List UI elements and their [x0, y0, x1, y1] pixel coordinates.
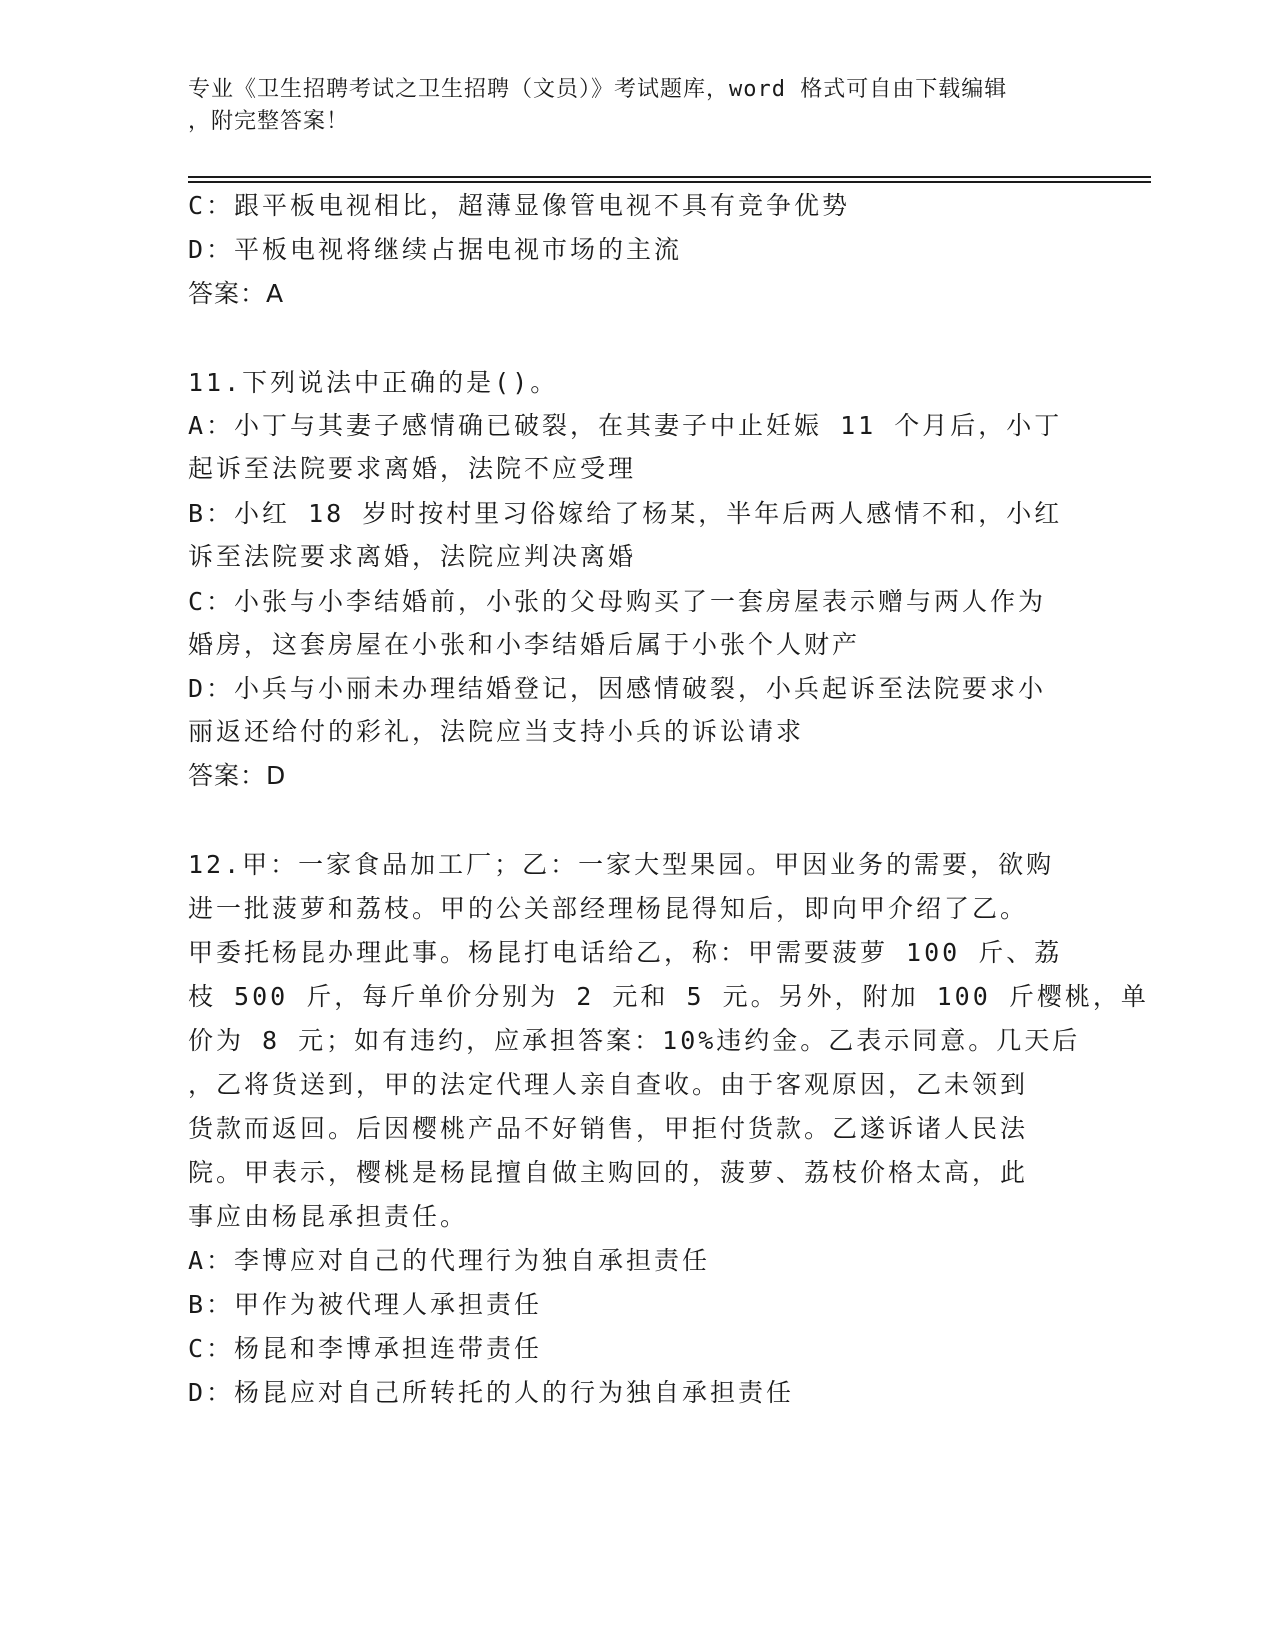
q12-stem-line9: 事应由杨昆承担责任。	[188, 1202, 469, 1231]
q11-option-a-line1: A：小丁与其妻子感情确已破裂，在其妻子中止妊娠 11 个月后，小丁	[188, 411, 1063, 440]
q12-stem-line6: ，乙将货送到，甲的法定代理人亲自查收。由于客观原因，乙未领到	[188, 1070, 1029, 1099]
document-header	[188, 74, 1088, 138]
q10-answer: 答案：A	[188, 279, 285, 308]
q11-option-d-line1: D：小兵与小丽未办理结婚登记，因感情破裂，小兵起诉至法院要求小	[188, 674, 1047, 703]
q12-stem-line5: 价为 8 元；如有违约，应承担答案：10%违约金。乙表示同意。几天后	[188, 1026, 1081, 1055]
q11-option-b-line2: 诉至法院要求离婚，法院应判决离婚	[188, 542, 637, 571]
q10-option-d: D：平板电视将继续占据电视市场的主流	[188, 235, 683, 264]
q12-stem-line3: 甲委托杨昆办理此事。杨昆打电话给乙，称：甲需要菠萝 100 斤、荔	[188, 938, 1063, 967]
q11-option-c-line2: 婚房，这套房屋在小张和小李结婚后属于小张个人财产	[188, 630, 861, 659]
header-divider-bottom	[188, 181, 1151, 183]
q11-stem: 11.下列说法中正确的是()。	[188, 368, 559, 397]
header-line-1: 专业《卫生招聘考试之卫生招聘（文员）》考试题库，word 格式可自由下载编辑	[188, 77, 1008, 102]
q12-stem-line4: 枝 500 斤，每斤单价分别为 2 元和 5 元。另外，附加 100 斤樱桃，单	[188, 982, 1149, 1011]
q12-stem-line8: 院。甲表示，樱桃是杨昆擅自做主购回的，菠萝、荔枝价格太高，此	[188, 1158, 1029, 1187]
header-line-2: ，附完整答案！	[188, 109, 350, 134]
q12-stem-line2: 进一批菠萝和荔枝。甲的公关部经理杨昆得知后，即向甲介绍了乙。	[188, 894, 1029, 923]
q11-option-d-line2: 丽返还给付的彩礼，法院应当支持小兵的诉讼请求	[188, 717, 805, 746]
q12-option-c: C：杨昆和李博承担连带责任	[188, 1334, 543, 1363]
q12-option-a: A：李博应对自己的代理行为独自承担责任	[188, 1246, 711, 1275]
q12-stem-line1: 12.甲：一家食品加工厂；乙：一家大型果园。甲因业务的需要，欲购	[188, 850, 1055, 879]
q12-option-d: D：杨昆应对自己所转托的人的行为独自承担责任	[188, 1378, 795, 1407]
q11-option-a-line2: 起诉至法院要求离婚，法院不应受理	[188, 454, 637, 483]
q11-answer: 答案：D	[188, 761, 287, 790]
q12-stem-line7: 货款而返回。后因樱桃产品不好销售，甲拒付货款。乙遂诉诸人民法	[188, 1114, 1029, 1143]
q11-option-c-line1: C：小张与小李结婚前，小张的父母购买了一套房屋表示赠与两人作为	[188, 587, 1047, 616]
header-divider-top	[188, 176, 1151, 178]
q12-option-b: B：甲作为被代理人承担责任	[188, 1290, 543, 1319]
q11-option-b-line1: B：小红 18 岁时按村里习俗嫁给了杨某，半年后两人感情不和，小红	[188, 499, 1063, 528]
q10-option-c: C：跟平板电视相比，超薄显像管电视不具有竞争优势	[188, 191, 851, 220]
